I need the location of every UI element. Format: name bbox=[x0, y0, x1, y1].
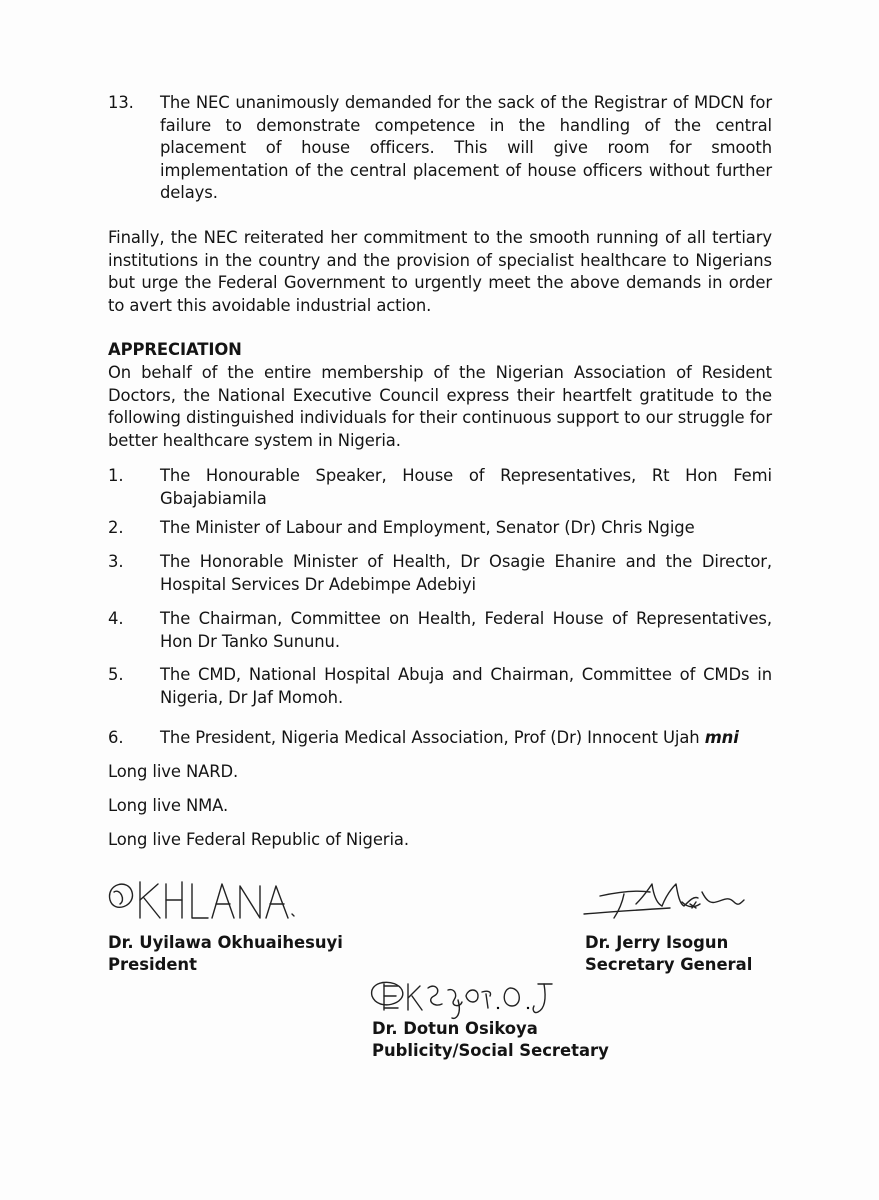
list-item-13 bbox=[108, 92, 772, 205]
closing-paragraph: Finally, the NEC reiterated her commitment to the smooth running of all tertiary institutions in the country and the provision of specialist healthcare to Nigerians but urge the Federal Government to urgently meet the above demands in order to avert this avoidable industrial action. bbox=[108, 228, 772, 315]
appreciation-item-5 bbox=[108, 664, 772, 709]
list-item-number: 6. bbox=[108, 728, 124, 747]
president-title: President bbox=[108, 955, 197, 974]
president-name: Dr. Uyilawa Okhuaihesuyi bbox=[108, 933, 343, 952]
president-signature bbox=[100, 870, 300, 932]
publicity-secretary-title: Publicity/Social Secretary bbox=[372, 1041, 609, 1060]
list-item-suffix: mni bbox=[704, 728, 739, 747]
list-item-text: The Honorable Minister of Health, Dr Osagie Ehanire and the Director, Hospital Services Dr Adebimpe Adebiyi bbox=[160, 552, 772, 594]
secretary-general-signature bbox=[578, 874, 748, 934]
list-item-number: 4. bbox=[108, 609, 124, 628]
list-item-text: The NEC unanimously demanded for the sack of the Registrar of MDCN for failure to demonstrate competence in the handling of the central placement of house officers. This will give room for smooth implementation of the central placement of house officers without further delays. bbox=[160, 93, 772, 203]
appreciation-item-4 bbox=[108, 608, 772, 653]
appreciation-intro: On behalf of the entire membership of the Nigerian Association of Resident Doctors, the National Executive Council express their heartfelt gratitude to the following distinguished individuals for their continuous support to our struggle for better healthcare system in Nigeria. bbox=[108, 363, 772, 450]
list-item-number: 1. bbox=[108, 466, 124, 485]
long-live-nard: Long live NARD. bbox=[108, 762, 239, 781]
publicity-secretary-name: Dr. Dotun Osikoya bbox=[372, 1019, 538, 1038]
appreciation-item-1 bbox=[108, 465, 772, 510]
list-item-text bbox=[160, 727, 772, 750]
publicity-secretary-signature bbox=[362, 974, 562, 1024]
list-item-text: The Honourable Speaker, House of Representatives, Rt Hon Femi Gbajabiamila bbox=[160, 466, 772, 508]
list-item-number: 2. bbox=[108, 518, 124, 537]
appreciation-heading: APPRECIATION bbox=[108, 340, 242, 359]
list-item-number: 5. bbox=[108, 665, 124, 684]
appreciation-item-3 bbox=[108, 551, 772, 596]
list-item-main-text: The President, Nigeria Medical Association, Prof (Dr) Innocent Ujah bbox=[160, 728, 700, 747]
list-item-text: The CMD, National Hospital Abuja and Chairman, Committee of CMDs in Nigeria, Dr Jaf Momoh. bbox=[160, 665, 772, 707]
list-item-number: 13. bbox=[108, 93, 134, 112]
appreciation-item-2 bbox=[108, 517, 772, 540]
long-live-nma: Long live NMA. bbox=[108, 796, 229, 815]
list-item-text: The Chairman, Committee on Health, Federal House of Representatives, Hon Dr Tanko Sununu. bbox=[160, 609, 772, 651]
secretary-general-title: Secretary General bbox=[585, 955, 753, 974]
list-item-number: 3. bbox=[108, 552, 124, 571]
appreciation-item-6 bbox=[108, 727, 772, 750]
long-live-nigeria: Long live Federal Republic of Nigeria. bbox=[108, 830, 409, 849]
list-item-text: The Minister of Labour and Employment, Senator (Dr) Chris Ngige bbox=[160, 518, 695, 537]
secretary-general-name: Dr. Jerry Isogun bbox=[585, 933, 729, 952]
